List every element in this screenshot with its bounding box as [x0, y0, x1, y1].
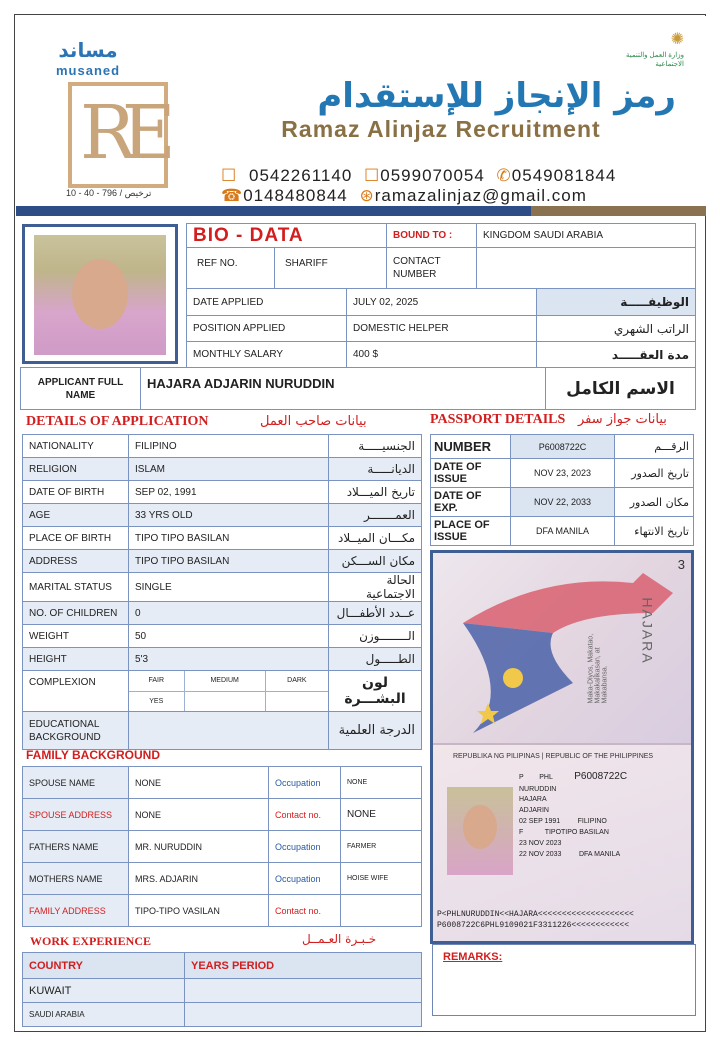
education-row: [23, 712, 422, 750]
bound-to-value: KINGDOM SAUDI ARABIA: [477, 224, 696, 248]
detail-row: [23, 435, 422, 458]
complexion-grid: [129, 671, 328, 711]
family-value: TIPO-TIPO VASILAN: [129, 895, 269, 927]
detail-row: [23, 458, 422, 481]
passport-title-ar: بيانات جواز سفر: [578, 412, 667, 427]
work-years: [185, 1003, 422, 1027]
full-name-ar: الاسم الكامل: [546, 368, 696, 410]
passport-label: DATE OF ISSUE: [431, 459, 511, 488]
family-label: SPOUSE ADDRESS: [23, 799, 129, 831]
full-name-label: APPLICANT FULL NAME: [21, 368, 141, 410]
detail-label: ADDRESS: [23, 550, 129, 573]
email-icon: ⊛: [359, 186, 375, 205]
passport-mrz: [437, 909, 634, 931]
passport-visa-page: [433, 553, 691, 743]
passport-table: [430, 434, 694, 546]
musaned-ar: مساند: [58, 38, 118, 62]
work-country: SAUDI ARABIA: [23, 1003, 185, 1027]
pp-middle: ADJARIN: [519, 807, 549, 815]
country-header: COUNTRY: [23, 953, 185, 979]
detail-row: [23, 625, 422, 648]
contract-ar: مدة العقـــــد: [537, 342, 696, 368]
detail-value: SINGLE: [129, 573, 329, 602]
full-name-value: HAJARA ADJARIN NURUDDIN: [141, 368, 546, 410]
passport-fields: [519, 769, 627, 860]
details-table: [22, 434, 422, 750]
bio-data-title: BIO - DATA: [187, 224, 387, 248]
detail-label: PLACE OF BIRTH: [23, 527, 129, 550]
detail-label: RELIGION: [23, 458, 129, 481]
detail-ar: مكان الســـكن: [329, 550, 422, 573]
position-label: POSITION APPLIED: [187, 316, 347, 342]
family-mid-label: Contact no.: [269, 799, 341, 831]
family-label: FATHERS NAME: [23, 831, 129, 863]
detail-row: [23, 481, 422, 504]
detail-value: SEP 02, 1991: [129, 481, 329, 504]
passport-photo: [447, 787, 513, 875]
complexion-option: DARK: [265, 671, 328, 691]
detail-row: [23, 550, 422, 573]
passport-ar: الرقـــم: [615, 435, 694, 459]
contact-value: [477, 248, 696, 289]
license-number: ترخيص / 796 - 40 - 10: [66, 188, 152, 198]
pp-issued: 23 NOV 2023: [519, 839, 562, 847]
passport-value: DFA MANILA: [511, 517, 615, 546]
telephone-icon: ☎: [221, 186, 244, 205]
family-value: MR. NURUDDIN: [129, 831, 269, 863]
family-table: [22, 766, 422, 927]
phone-1: 0542261140: [248, 166, 353, 185]
pp-type: P: [519, 774, 524, 781]
passport-row: [431, 517, 694, 546]
detail-label: AGE: [23, 504, 129, 527]
detail-ar: الديانـــــة: [329, 458, 422, 481]
pp-authority: DFA MANILA: [578, 850, 621, 858]
work-years: [185, 979, 422, 1003]
education-ar: الدرجة العلمية: [329, 712, 422, 750]
detail-label: WEIGHT: [23, 625, 129, 648]
bound-to-label: BOUND TO :: [387, 224, 477, 248]
palm-icon: ✺: [670, 31, 684, 48]
family-value: NONE: [129, 799, 269, 831]
detail-row: [23, 648, 422, 671]
ref-value: SHARIFF: [285, 258, 328, 269]
detail-label: HEIGHT: [23, 648, 129, 671]
passport-header: REPUBLIKA NG PILIPINAS | REPUBLIC OF THE PHILIPPINES: [453, 753, 654, 760]
brown-bar: [531, 206, 706, 216]
detail-ar: تاريخ الميـــلاد: [329, 481, 422, 504]
family-label: SPOUSE NAME: [23, 767, 129, 799]
family-value: MRS. ADJARIN: [129, 863, 269, 895]
detail-label: NO. OF CHILDREN: [23, 602, 129, 625]
contact-line: [221, 186, 587, 206]
family-row: [23, 895, 422, 927]
passport-ar: مكان الصدور: [615, 488, 694, 517]
passport-row: [431, 435, 694, 459]
passport-value: NOV 22, 2033: [511, 488, 615, 517]
detail-value: 5'3: [129, 648, 329, 671]
detail-value: TIPO TIPO BASILAN: [129, 550, 329, 573]
face: [72, 259, 128, 329]
pp-number: P6008722C: [574, 771, 628, 782]
family-right-value: FARMER: [341, 831, 422, 863]
detail-value: ISLAM: [129, 458, 329, 481]
family-mid-label: Occupation: [269, 863, 341, 895]
company-name-ar: رمز الإنجاز للإستقدام: [317, 76, 676, 116]
complexion-option: FAIR: [129, 671, 184, 691]
passport-motto: Maka-Diyos, Makatao, Makakalikasan, at Makabansa.: [587, 633, 609, 704]
detail-ar: الجنسيـــــة: [329, 435, 422, 458]
detail-row: [23, 602, 422, 625]
passport-ar: تاريخ الانتهاء: [615, 517, 694, 546]
passport-label: PLACE OF ISSUE: [431, 517, 511, 546]
phone-2: 0599070054: [380, 166, 485, 185]
work-title: WORK EXPERIENCE: [30, 934, 152, 948]
detail-row: [23, 504, 422, 527]
contact-label: CONTACT NUMBER: [387, 248, 477, 289]
education-label: EDUCATIONAL BACKGROUND: [23, 712, 129, 750]
date-applied-value: JULY 02, 2025: [347, 289, 537, 316]
complexion-row: [23, 671, 422, 712]
applicant-photo: [34, 235, 166, 355]
passport-value: P6008722C: [511, 435, 615, 459]
applicant-photo-frame: [22, 224, 178, 364]
family-title: FAMILY BACKGROUND: [26, 748, 161, 762]
phone-3: 0549081844: [511, 166, 617, 185]
family-value: NONE: [129, 767, 269, 799]
passport-face: [463, 805, 497, 849]
pp-given: HAJARA: [519, 796, 547, 804]
pp-dob: 02 SEP 1991: [519, 818, 561, 826]
mrz-line-2: P6008722C6PHL9109021F3311226<<<<<<<<<<<<: [437, 921, 630, 931]
work-country: KUWAIT: [23, 979, 185, 1003]
position-ar: الوظيفـــــة: [537, 289, 696, 316]
complexion-empty: [265, 691, 328, 711]
details-title: DETAILS OF APPLICATION: [26, 414, 209, 429]
work-table: [22, 952, 422, 1027]
family-mid-label: Occupation: [269, 767, 341, 799]
salary-label: MONTHLY SALARY: [187, 342, 347, 368]
family-row: [23, 767, 422, 799]
ref-cell: [187, 248, 387, 289]
family-row: [23, 831, 422, 863]
salary-ar: الراتب الشهري: [537, 316, 696, 342]
detail-row: [23, 527, 422, 550]
pp-pob: TIPOTIPO BASILAN: [544, 828, 609, 836]
family-label: MOTHERS NAME: [23, 863, 129, 895]
musaned-logo: [56, 38, 120, 80]
family-row: [23, 863, 422, 895]
details-title-ar: بيانات صاحب العمل: [260, 414, 367, 429]
logo-monogram: RE: [80, 90, 162, 176]
phone-icon: ☐: [364, 166, 381, 185]
application-table: [186, 288, 696, 368]
pp-nationality: FILIPINO: [577, 818, 607, 826]
detail-ar: عــدد الأطفـــال: [329, 602, 422, 625]
detail-ar: الطـــــول: [329, 648, 422, 671]
pp-surname: NURUDDIN: [519, 785, 557, 793]
detail-label: NATIONALITY: [23, 435, 129, 458]
letterhead: [16, 16, 706, 216]
passport-data-page: [433, 745, 691, 941]
education-value: [129, 712, 329, 750]
remarks-label: REMARKS:: [443, 951, 503, 963]
detail-value: FILIPINO: [129, 435, 329, 458]
whatsapp-icon: ✆: [496, 166, 512, 185]
detail-value: 0: [129, 602, 329, 625]
complexion-options: [129, 671, 329, 712]
passport-name-vertical: HAJARA: [639, 597, 656, 665]
complexion-option: MEDIUM: [184, 671, 265, 691]
complexion-opts-row: [129, 671, 328, 691]
years-header: YEARS PERIOD: [185, 953, 422, 979]
bio-header-table: [186, 223, 696, 289]
salary-value: 400 $: [347, 342, 537, 368]
phone-4: 0148480844: [243, 186, 348, 205]
detail-value: 50: [129, 625, 329, 648]
complexion-empty: [184, 691, 265, 711]
complexion-label: COMPLEXION: [23, 671, 129, 712]
family-right-value: HOISE WIFE: [341, 863, 422, 895]
phone-line: [221, 166, 616, 186]
passport-ar: تاريخ الصدور: [615, 459, 694, 488]
complexion-ar: لون البشـــرة: [329, 671, 422, 712]
work-row: [23, 979, 422, 1003]
company-logo: [68, 82, 168, 188]
ministry-logo: [604, 30, 684, 69]
ref-label: REF NO.: [187, 248, 275, 288]
detail-row: [23, 573, 422, 602]
ministry-text: وزارة العمل والتنمية الاجتماعية: [625, 51, 684, 68]
complexion-mark: YES: [129, 691, 184, 711]
detail-ar: الــــــــوزن: [329, 625, 422, 648]
passport-row: [431, 488, 694, 517]
detail-value: 33 YRS OLD: [129, 504, 329, 527]
passport-label: NUMBER: [431, 435, 511, 459]
complexion-mark-row: [129, 691, 328, 711]
remarks-box: [432, 944, 696, 1016]
detail-label: MARITAL STATUS: [23, 573, 129, 602]
phone-icon: ☐: [221, 166, 238, 185]
mrz-line-1: P<PHLNURUDDIN<<HAJARA<<<<<<<<<<<<<<<<<<<<: [437, 910, 634, 919]
family-label: FAMILY ADDRESS: [23, 895, 129, 927]
passport-row: [431, 459, 694, 488]
passport-page-number: 3: [677, 557, 685, 572]
musaned-en: musaned: [56, 63, 121, 78]
family-right-value: NONE: [341, 767, 422, 799]
family-mid-label: Occupation: [269, 831, 341, 863]
detail-label: DATE OF BIRTH: [23, 481, 129, 504]
detail-ar: الحالة الاجتماعية: [329, 573, 422, 602]
email: ramazalinjaz@gmail.com: [374, 186, 587, 205]
work-title-ar: خـبـرة العـمــل: [302, 932, 377, 946]
pp-sex: F: [519, 828, 524, 836]
name-table: [20, 367, 696, 410]
company-name-en: Ramaz Alinjaz Recruitment: [281, 116, 601, 142]
pp-expiry: 22 NOV 2033: [519, 850, 562, 858]
passport-scan: [430, 550, 694, 944]
detail-ar: العمـــــــر: [329, 504, 422, 527]
date-applied-label: DATE APPLIED: [187, 289, 347, 316]
passport-value: NOV 23, 2023: [511, 459, 615, 488]
passport-label: DATE OF EXP.: [431, 488, 511, 517]
detail-ar: مكـــان الميــلاد: [329, 527, 422, 550]
work-row: [23, 1003, 422, 1027]
family-mid-label: Contact no.: [269, 895, 341, 927]
detail-value: TIPO TIPO BASILAN: [129, 527, 329, 550]
passport-title: PASSPORT DETAILS: [430, 412, 566, 427]
family-row: [23, 799, 422, 831]
position-value: DOMESTIC HELPER: [347, 316, 537, 342]
family-right-value: [341, 895, 422, 927]
pp-code: PHL: [539, 774, 553, 781]
family-right-value: NONE: [341, 799, 422, 831]
